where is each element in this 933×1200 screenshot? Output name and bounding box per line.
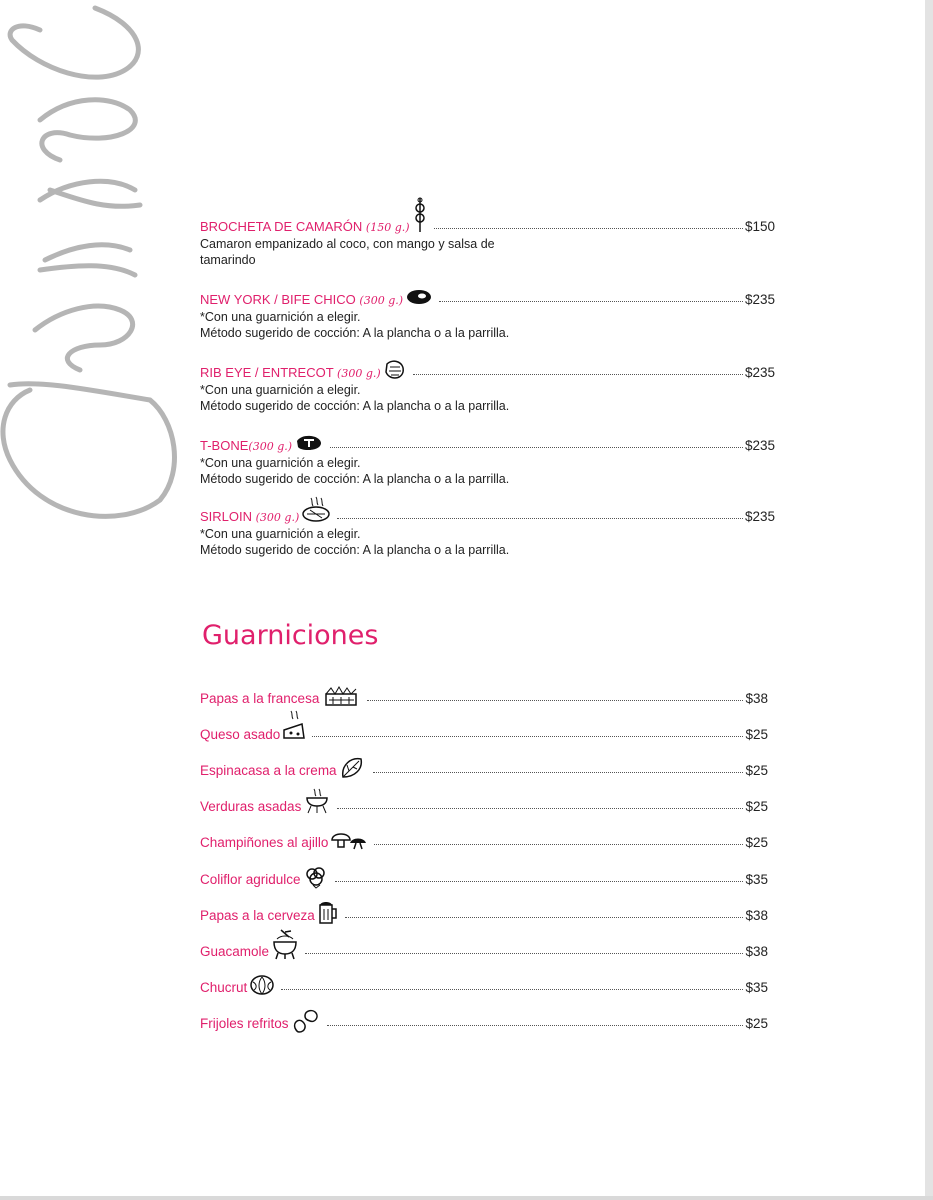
item-name: Papas a la francesa — [200, 690, 320, 706]
item-price: $25 — [745, 726, 768, 742]
item-price: $25 — [745, 798, 768, 814]
menu-item-rib-eye — [200, 362, 775, 414]
spinach-icon — [339, 755, 367, 786]
menu-item-new-york — [200, 289, 775, 341]
ribeye-icon — [383, 358, 407, 387]
tbone-icon — [294, 433, 324, 458]
item-name: Frijoles refritos — [200, 1015, 289, 1031]
item-name: T-BONE(300 g.) — [200, 437, 293, 453]
menu-item-brocheta — [200, 216, 775, 268]
side-item-chucrut — [200, 977, 768, 997]
beer-icon — [317, 900, 339, 931]
item-description-2: Método sugerido de cocción: A la plancha o a la parrilla. — [200, 399, 510, 413]
item-name: Champiñones al ajillo — [200, 834, 329, 850]
item-name: RIB EYE / ENTRECOT (300 g.) — [200, 364, 381, 380]
item-description: *Con una guarnición a elegir. — [200, 527, 361, 541]
item-name: BROCHETA DE CAMARÓN (150 g.) — [200, 218, 410, 234]
item-price: $35 — [745, 979, 768, 995]
dot-leader — [305, 953, 743, 954]
side-item-champinones — [200, 832, 768, 852]
dot-leader — [367, 700, 743, 701]
item-name: Verduras asadas — [200, 798, 302, 814]
item-name: Chucrut — [200, 979, 248, 995]
dot-leader — [413, 374, 743, 375]
side-item-papas-francesa — [200, 688, 768, 708]
sirloin-icon — [301, 499, 331, 534]
page-edge-right — [925, 0, 933, 1200]
fries-icon — [321, 685, 361, 712]
item-price: $25 — [745, 1015, 768, 1031]
item-price: $235 — [744, 291, 775, 307]
item-price: $235 — [744, 364, 775, 380]
dot-leader — [374, 844, 743, 845]
steak-icon — [405, 288, 433, 311]
item-description-2: tamarindo — [200, 253, 256, 267]
side-item-verduras-asadas — [200, 796, 768, 816]
cabbage-icon — [249, 974, 275, 1001]
item-description: *Con una guarnición a elegir. — [200, 383, 361, 397]
dot-leader — [434, 228, 743, 229]
item-price: $38 — [745, 907, 768, 923]
item-name: Queso asado — [200, 726, 281, 742]
item-name: SIRLOIN (300 g.) — [200, 508, 300, 524]
dot-leader — [439, 301, 743, 302]
page-edge-bottom — [0, 1196, 933, 1200]
dot-leader — [345, 917, 744, 918]
item-name: Guacamole — [200, 943, 270, 959]
cauliflower-icon — [303, 865, 329, 894]
side-item-queso-asado — [200, 724, 768, 744]
item-description-2: Método sugerido de cocción: A la plancha o a la parrilla. — [200, 472, 510, 486]
dot-leader — [373, 772, 744, 773]
item-description: Camaron empanizado al coco, con mango y salsa de — [200, 237, 495, 251]
item-price: $25 — [745, 762, 768, 778]
item-description-2: Método sugerido de cocción: A la plancha o a la parrilla. — [200, 543, 510, 557]
menu-item-t-bone — [200, 435, 775, 487]
grill-icon — [303, 790, 331, 823]
dot-leader — [281, 989, 743, 990]
dot-leader — [312, 736, 743, 737]
cheese-icon — [282, 715, 306, 754]
side-item-papas-cerveza — [200, 905, 768, 925]
side-item-guacamole — [200, 941, 768, 961]
dot-leader — [337, 518, 743, 519]
item-price: $38 — [745, 690, 768, 706]
dot-leader — [327, 1025, 744, 1026]
item-price: $35 — [745, 871, 768, 887]
dot-leader — [337, 808, 743, 809]
item-price: $235 — [744, 508, 775, 524]
item-description: *Con una guarnición a elegir. — [200, 456, 361, 470]
item-name: Coliflor agridulce — [200, 871, 301, 887]
section-title-guarniciones: Guarniciones — [202, 620, 379, 651]
item-name: Papas a la cerveza — [200, 907, 315, 923]
menu-item-sirloin — [200, 506, 775, 558]
item-name: NEW YORK / BIFE CHICO (300 g.) — [200, 291, 404, 307]
item-price: $25 — [745, 834, 768, 850]
item-name: Espinacasa a la crema — [200, 762, 337, 778]
script-title-carnes — [0, 0, 200, 540]
side-item-coliflor — [200, 869, 768, 889]
item-price: $150 — [744, 218, 775, 234]
beans-icon — [291, 1008, 321, 1039]
skewer-icon — [412, 205, 428, 248]
dot-leader — [335, 881, 744, 882]
mushroom-icon — [330, 829, 368, 856]
item-description-2: Método sugerido de cocción: A la plancha o a la parrilla. — [200, 326, 510, 340]
dot-leader — [330, 447, 743, 448]
item-price: $235 — [744, 437, 775, 453]
side-item-espinacas — [200, 760, 768, 780]
item-price: $38 — [745, 943, 768, 959]
molcajete-icon — [271, 932, 299, 971]
item-description: *Con una guarnición a elegir. — [200, 310, 361, 324]
side-item-frijoles — [200, 1013, 768, 1033]
